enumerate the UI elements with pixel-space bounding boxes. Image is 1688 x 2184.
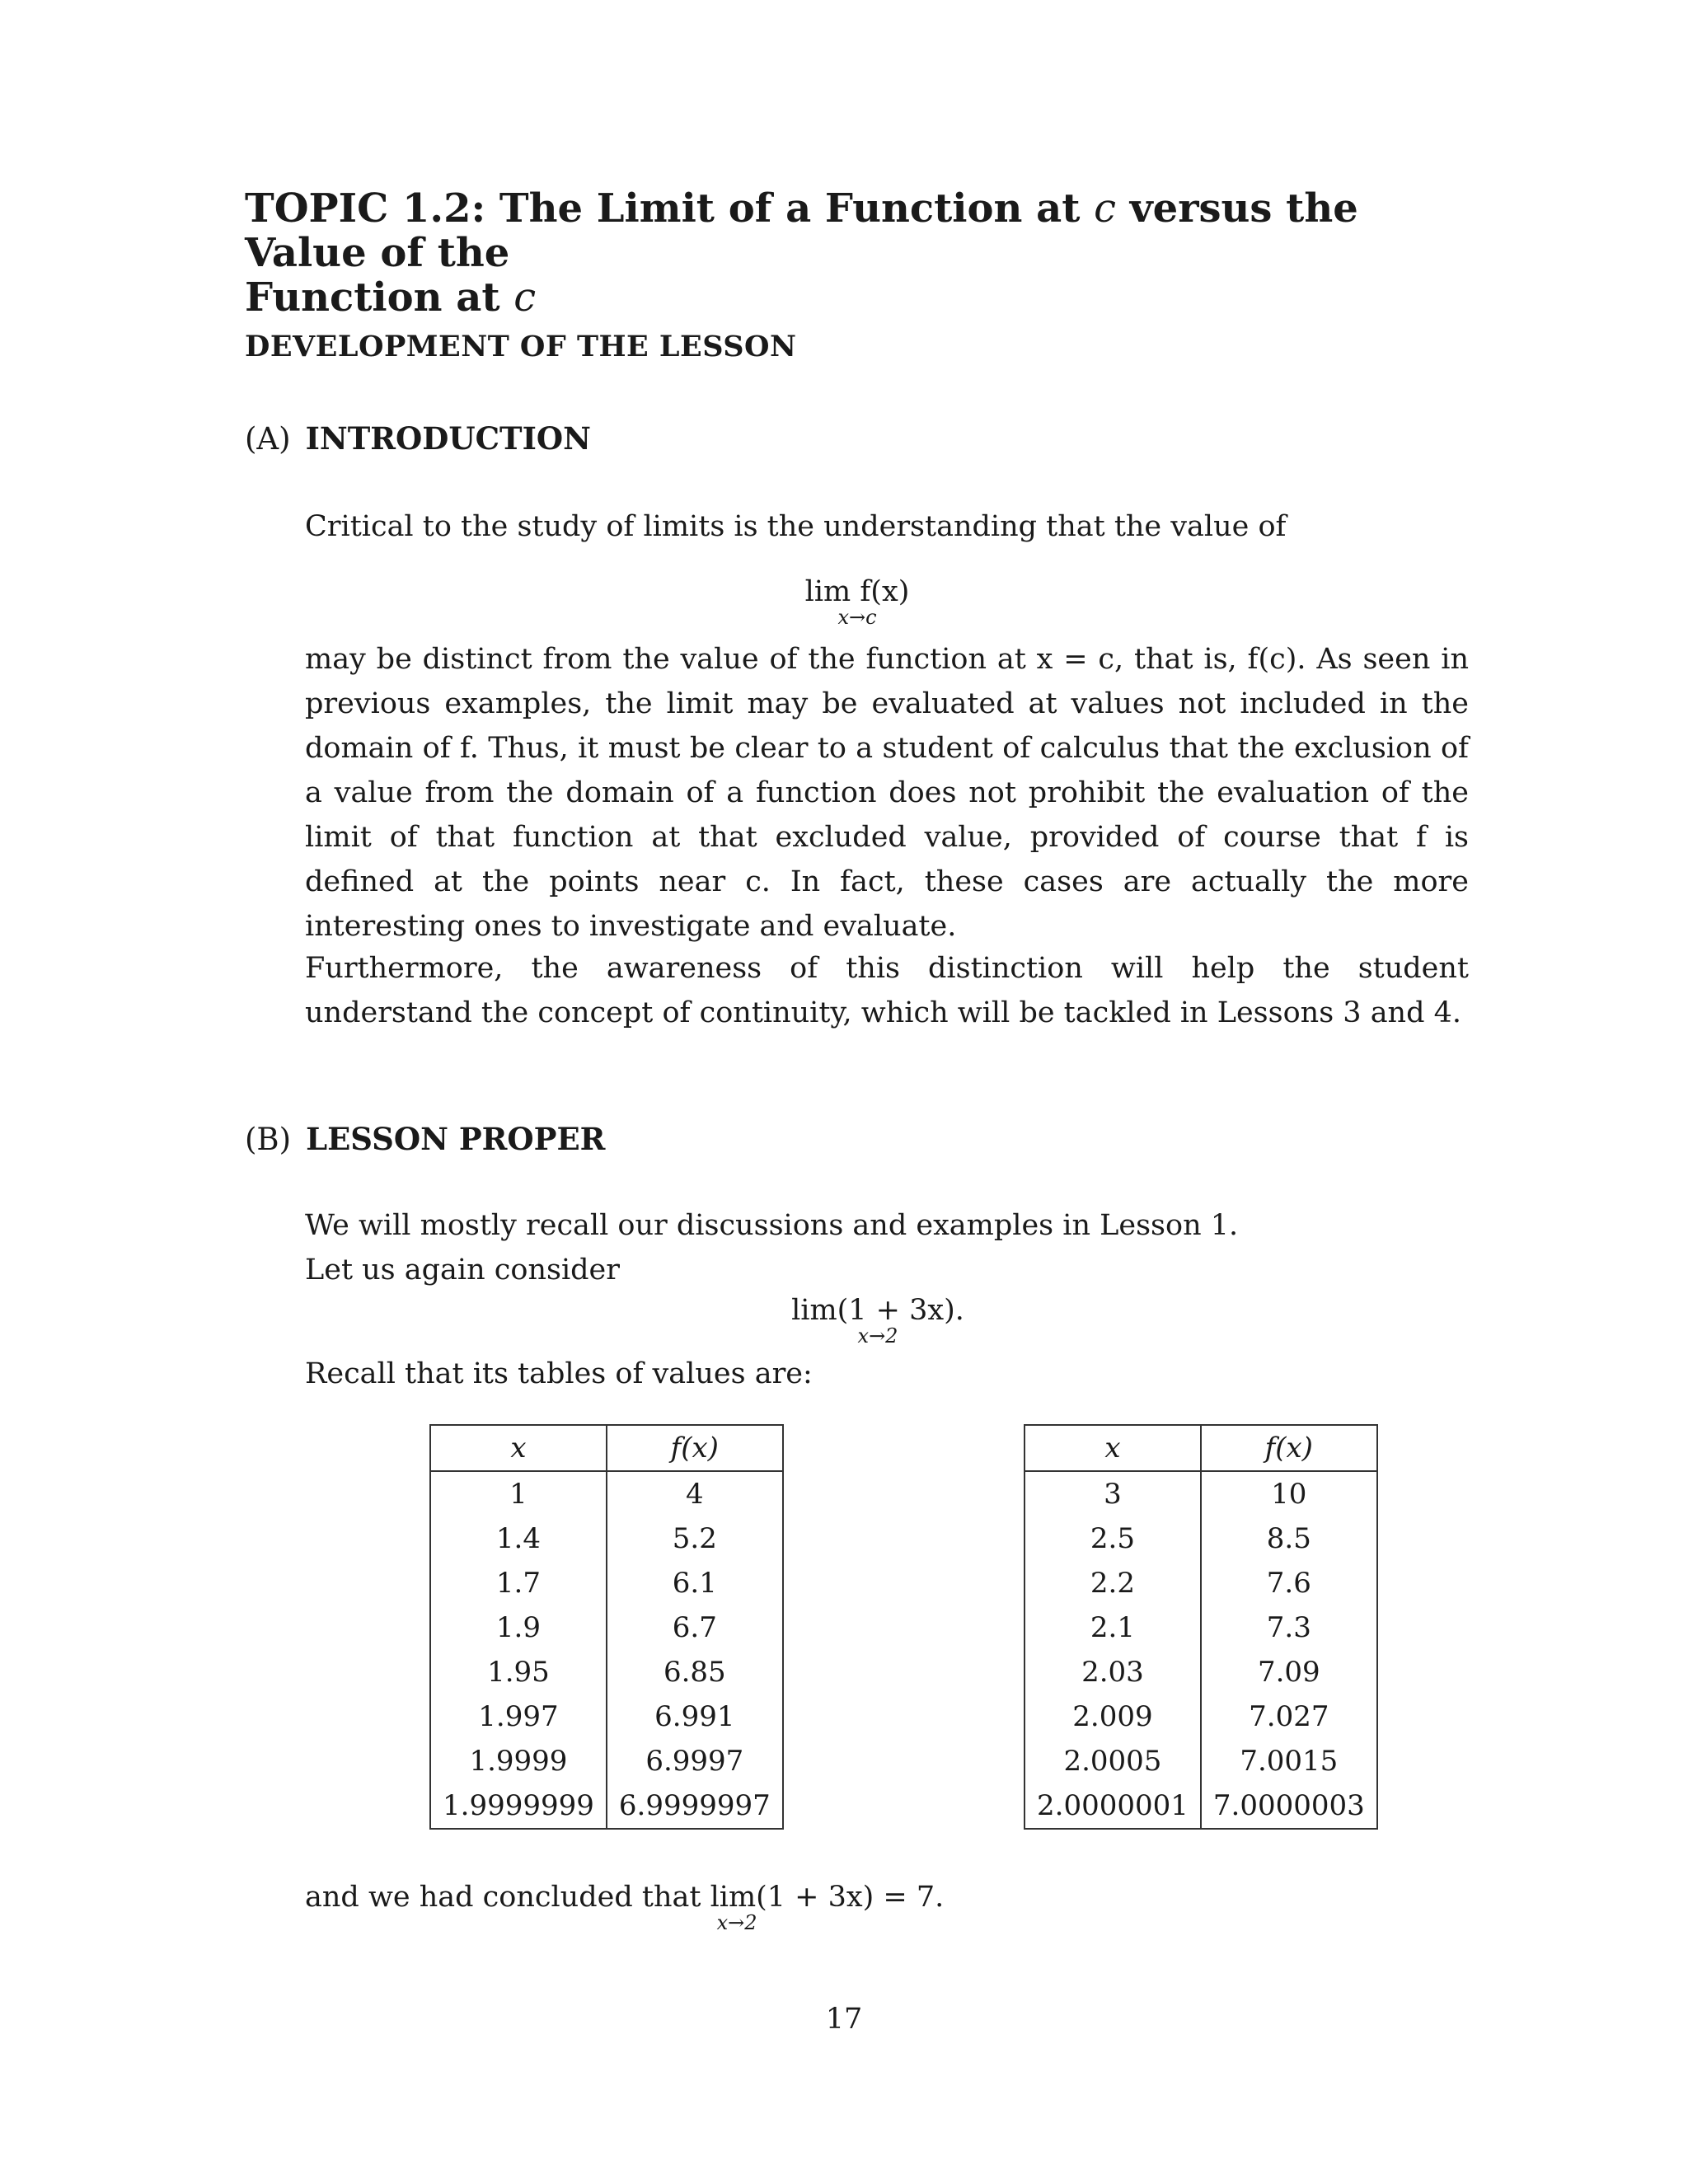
table-right-header-x: x bbox=[1025, 1425, 1201, 1471]
table-left-row bbox=[430, 1561, 783, 1605]
table-right-row bbox=[1025, 1694, 1377, 1739]
table-right-cell-x: 3 bbox=[1025, 1471, 1201, 1516]
section-a-label: (A) bbox=[245, 421, 291, 457]
table-left-cell-x: 1.997 bbox=[430, 1694, 607, 1739]
table-right-row bbox=[1025, 1739, 1377, 1783]
table-left-cell-x: 1.4 bbox=[430, 1516, 607, 1561]
table-right-row bbox=[1025, 1605, 1377, 1650]
table-left-header-x: x bbox=[430, 1425, 607, 1471]
title-text: TOPIC 1.2: The Limit of a Function at bbox=[245, 185, 1081, 232]
page-number: 17 bbox=[825, 2003, 863, 2036]
table-left-cell-x: 1.95 bbox=[430, 1650, 607, 1694]
lesson-proper-line-1: We will mostly recall our discussions and examples in Lesson 1. bbox=[305, 1209, 1239, 1242]
limit-expression-2 bbox=[0, 1294, 1688, 1346]
table-right-cell-fx: 7.09 bbox=[1201, 1650, 1377, 1694]
recall-text: Recall that its tables of values are: bbox=[305, 1357, 813, 1390]
title-math-c2: c bbox=[513, 274, 537, 321]
table-right-cell-fx: 7.0015 bbox=[1201, 1739, 1377, 1783]
values-table-right bbox=[1024, 1424, 1378, 1830]
intro-paragraph-1: Critical to the study of limits is the understanding that the value of bbox=[305, 510, 1287, 543]
page-title bbox=[245, 186, 1481, 320]
values-table-left bbox=[429, 1424, 784, 1830]
conclusion-text: and we had concluded that bbox=[305, 1881, 701, 1914]
table-right-row bbox=[1025, 1471, 1377, 1516]
table-right-cell-fx: 7.027 bbox=[1201, 1694, 1377, 1739]
table-left-row bbox=[430, 1650, 783, 1694]
section-a-title: INTRODUCTION bbox=[305, 420, 591, 457]
table-left-row bbox=[430, 1783, 783, 1829]
section-b-heading bbox=[245, 1121, 605, 1157]
intro-paragraph-2: may be distinct from the value of the function at x = c, that is, f(c). As seen in previous examples, the limit may be evaluated at values not included in the domain of f. Thus, it must be clear to a student of calculus that the exclusion of a value from the domain of a function does not prohibit the evaluation of the limit of that function at that excluded value, provided of course that f is defined at the points near c. In fact, these cases are actually the more interesting ones to investigate and evaluate. bbox=[305, 643, 1469, 943]
table-left-cell-fx: 6.9999997 bbox=[607, 1783, 783, 1829]
table-right-cell-fx: 7.6 bbox=[1201, 1561, 1377, 1605]
table-left-cell-x: 1.7 bbox=[430, 1561, 607, 1605]
table-right-row bbox=[1025, 1783, 1377, 1829]
limit-2-expr: lim(1 + 3x). bbox=[791, 1294, 964, 1327]
table-right-row bbox=[1025, 1561, 1377, 1605]
table-left-row bbox=[430, 1694, 783, 1739]
limit-1-expr: lim f(x) bbox=[804, 575, 910, 608]
table-left-cell-x: 1.9999999 bbox=[430, 1783, 607, 1829]
limit-expression-1 bbox=[0, 575, 1688, 627]
table-right-row bbox=[1025, 1516, 1377, 1561]
table-right-header-fx: f(x) bbox=[1201, 1425, 1377, 1471]
table-left-cell-fx: 4 bbox=[607, 1471, 783, 1516]
table-right-cell-x: 2.5 bbox=[1025, 1516, 1201, 1561]
limit-2-subscript: x→2 bbox=[857, 1324, 898, 1347]
table-right-cell-fx: 8.5 bbox=[1201, 1516, 1377, 1561]
table-right-cell-fx: 10 bbox=[1201, 1471, 1377, 1516]
table-right-cell-x: 2.2 bbox=[1025, 1561, 1201, 1605]
intro-paragraph-3: Furthermore, the awareness of this distinction will help the student understand the concept of continuity, which will be tackled in Lessons 3 and 4. bbox=[305, 952, 1469, 1029]
limit-3-subscript: x→2 bbox=[716, 1911, 757, 1934]
table-right-row bbox=[1025, 1650, 1377, 1694]
table-left-header-fx: f(x) bbox=[607, 1425, 783, 1471]
table-left-cell-x: 1.9999 bbox=[430, 1739, 607, 1783]
table-left-row bbox=[430, 1605, 783, 1650]
table-right-cell-x: 2.0005 bbox=[1025, 1739, 1201, 1783]
section-b-label: (B) bbox=[245, 1122, 292, 1157]
table-right-cell-x: 2.03 bbox=[1025, 1650, 1201, 1694]
title-text-mid: versus the Value of the bbox=[245, 185, 1358, 276]
table-left-row bbox=[430, 1516, 783, 1561]
section-a-heading bbox=[245, 420, 591, 457]
table-left-cell-fx: 6.991 bbox=[607, 1694, 783, 1739]
lesson-proper-line-2: Let us again consider bbox=[305, 1254, 620, 1286]
table-left-row bbox=[430, 1739, 783, 1783]
table-right-cell-x: 2.009 bbox=[1025, 1694, 1201, 1739]
table-left-cell-fx: 6.85 bbox=[607, 1650, 783, 1694]
table-left-cell-x: 1.9 bbox=[430, 1605, 607, 1650]
limit-1-subscript: x→c bbox=[837, 606, 877, 629]
table-right-cell-x: 2.0000001 bbox=[1025, 1783, 1201, 1829]
table-right-cell-x: 2.1 bbox=[1025, 1605, 1201, 1650]
development-heading: DEVELOPMENT OF THE LESSON bbox=[245, 330, 797, 363]
table-right-cell-fx: 7.0000003 bbox=[1201, 1783, 1377, 1829]
table-left-cell-fx: 6.7 bbox=[607, 1605, 783, 1650]
table-left-cell-fx: 5.2 bbox=[607, 1516, 783, 1561]
table-left-cell-fx: 6.1 bbox=[607, 1561, 783, 1605]
section-b-title: LESSON PROPER bbox=[306, 1121, 606, 1157]
conclusion-line bbox=[305, 1881, 944, 1932]
limit-3-expr: lim(1 + 3x) = 7. bbox=[710, 1881, 945, 1914]
title-text-line2: Function at bbox=[245, 274, 500, 321]
table-left-cell-fx: 6.9997 bbox=[607, 1739, 783, 1783]
title-math-c: c bbox=[1094, 185, 1117, 232]
table-left-cell-x: 1 bbox=[430, 1471, 607, 1516]
table-left-row bbox=[430, 1471, 783, 1516]
table-right-cell-fx: 7.3 bbox=[1201, 1605, 1377, 1650]
